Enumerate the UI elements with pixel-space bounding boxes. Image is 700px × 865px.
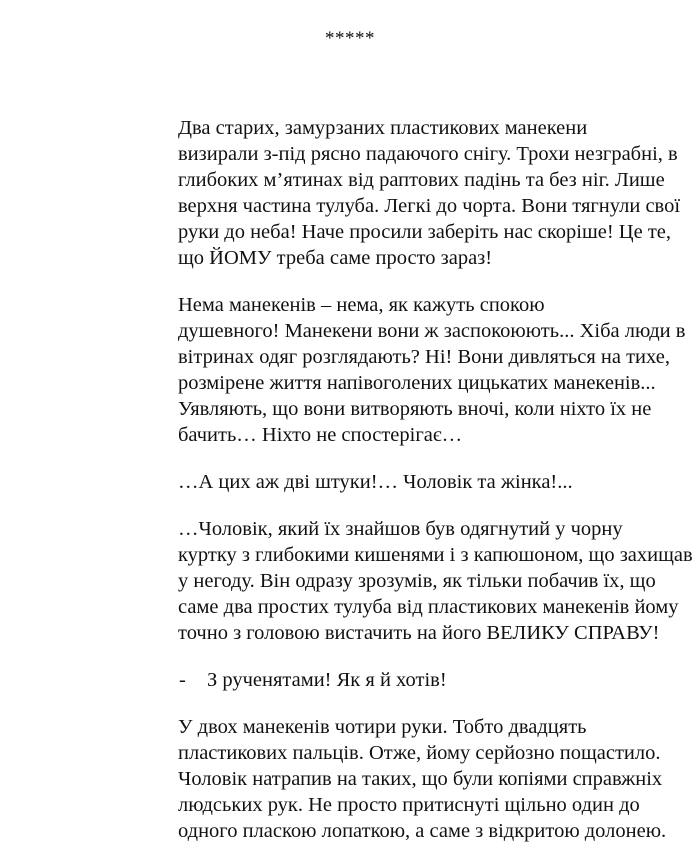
text-line: розмірене життя напівоголених цицькатих манекенів... bbox=[178, 372, 656, 394]
text-line: визирали з-під рясно падаючого снігу. Трохи незграбні, в bbox=[178, 143, 678, 165]
text-line: …А цих аж дві штуки!… Чоловік та жінка!... bbox=[178, 471, 573, 493]
text-line: руки до неба! Наче просили заберіть нас скоріше! Це те, bbox=[178, 221, 672, 243]
paragraph-4 bbox=[118, 516, 693, 646]
text-line: що ЙОМУ треба саме просто зараз! bbox=[178, 247, 493, 269]
paragraph-2 bbox=[118, 292, 686, 448]
text-line: бачить… Ніхто не спостерігає… bbox=[178, 424, 463, 446]
section-separator: ***** bbox=[325, 28, 375, 49]
dialogue-dash: - bbox=[179, 669, 186, 691]
paragraph-1 bbox=[118, 115, 681, 271]
text-line: У двох манекенів чотири руки. Тобто двадцять bbox=[178, 716, 587, 738]
text-line: точно з головою вистачить на його ВЕЛИКУ СПРАВУ! bbox=[178, 622, 660, 644]
text-line: Чоловік натрапив на таких, що були копіями справжніх bbox=[178, 768, 663, 790]
story-body bbox=[118, 115, 693, 865]
text-line: глибоких м’ятинах від раптових падінь та без ніг. Лише bbox=[178, 169, 665, 191]
text-line: людських рук. Не просто притиснуті щільно один до bbox=[178, 794, 640, 816]
text-line: саме два простих тулуба від пластикових манекенів йому bbox=[178, 596, 679, 618]
paragraph-5 bbox=[118, 714, 667, 844]
text-line: одного пласкою лопаткою, а саме з відкритою долонею. bbox=[178, 820, 667, 842]
text-line: душевного! Манекени вони ж заспокоюють... Хіба люди в bbox=[178, 320, 686, 342]
text-line: куртку з глибокими кишенями і з капюшоном, що захищав bbox=[178, 544, 693, 566]
dialogue-line bbox=[118, 667, 618, 693]
text-line: Нема манекенів – нема, як кажуть спокою bbox=[178, 294, 545, 316]
text-line: вітринах одяг розглядають? Ні! Вони дивляться на тихе, bbox=[178, 346, 670, 368]
text-line: Два старих, замурзаних пластикових манекени bbox=[178, 117, 588, 139]
text-line: у негоду. Він одразу зрозумів, як тільки побачив їх, що bbox=[178, 570, 656, 592]
text-line: Уявляють, що вони витворяють вночі, коли ніхто їх не bbox=[178, 398, 652, 420]
text-line: верхня частина тулуба. Легкі до чорта. Вони тягнули свої bbox=[178, 195, 681, 217]
text-line: …Чоловік, який їх знайшов був одягнутий у чорну bbox=[178, 518, 623, 540]
text-line: пластикових пальців. Отже, йому серйозно пощастило. bbox=[178, 742, 661, 764]
paragraph-3 bbox=[118, 469, 618, 495]
dialogue-text: З рученятами! Як я й хотів! bbox=[207, 669, 447, 691]
